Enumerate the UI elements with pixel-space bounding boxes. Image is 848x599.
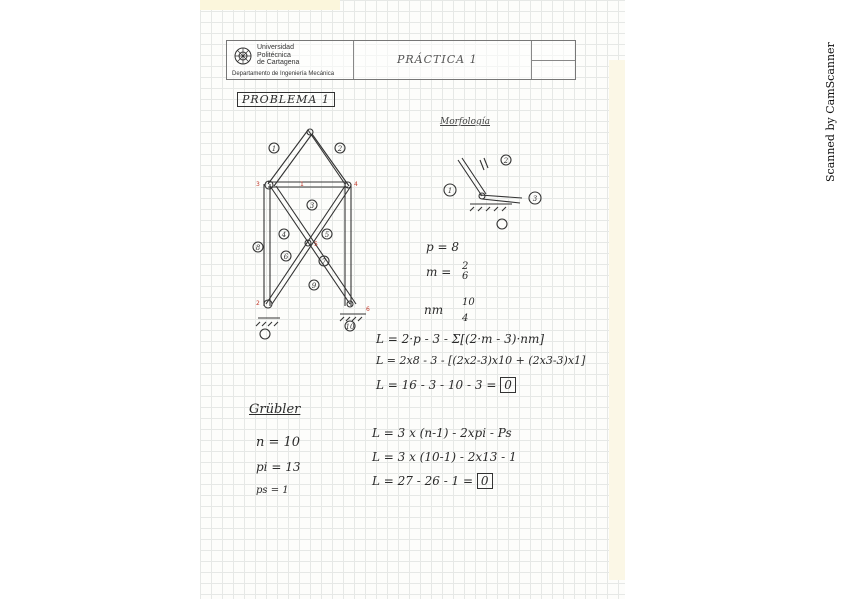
scanned-sheet xyxy=(200,0,625,599)
joint-label: 3 xyxy=(256,181,260,188)
count-m: m = xyxy=(426,265,452,279)
link-label: 3 xyxy=(309,202,315,210)
joint-label: 4 xyxy=(354,181,358,188)
mobility-result: 0 xyxy=(500,377,516,393)
grubler-pi: pi = 13 xyxy=(256,460,301,474)
count-nm-value: 4 xyxy=(462,313,469,324)
problem-title: PROBLEMA 1 xyxy=(237,92,335,107)
link-label: 5 xyxy=(324,231,330,239)
count-nm: nm xyxy=(424,303,444,317)
count-m-value: 6 xyxy=(462,271,469,282)
mechanism-sketch xyxy=(200,0,625,599)
joint-label: 1 xyxy=(300,181,304,188)
count-nm-value: 10 xyxy=(462,297,475,308)
count-nm-values xyxy=(462,298,475,324)
morph-label: 2 xyxy=(503,157,509,165)
camscanner-watermark: Scanned by CamScanner xyxy=(824,42,837,182)
link-label: 2 xyxy=(337,145,343,153)
morph-label: 1 xyxy=(447,187,453,195)
joint-label: 5 xyxy=(314,241,318,248)
grubler-result-expr: L = 27 - 26 - 1 = xyxy=(372,474,474,488)
link-label: 8 xyxy=(255,244,261,252)
joint-label: 2 xyxy=(256,300,260,307)
mobility-result-line xyxy=(376,378,516,392)
university-line: de Cartagena xyxy=(257,59,300,66)
link-label: 6 xyxy=(283,253,289,261)
morph-label: 3 xyxy=(532,195,538,203)
count-m-value: 2 xyxy=(462,261,469,272)
link-label: 10 xyxy=(345,323,355,331)
department-name: Departamento de Ingeniería Mecánica xyxy=(232,71,335,77)
mobility-substitution: L = 2x8 - 3 - [(2x2-3)x10 + (2x3-3)x1] xyxy=(376,354,586,367)
practice-label: PRÁCTICA 1 xyxy=(397,53,478,66)
grubler-result-line xyxy=(372,474,493,488)
count-m-values xyxy=(462,262,468,282)
grubler-result: 0 xyxy=(477,473,493,489)
grubler-substitution: L = 3 x (10-1) - 2x13 - 1 xyxy=(372,450,517,464)
link-label: 1 xyxy=(271,145,277,153)
link-label: 9 xyxy=(311,282,317,290)
mobility-formula: L = 2·p - 3 - Σ[(2·m - 3)·nm] xyxy=(376,332,545,346)
link-label: 4 xyxy=(281,231,287,239)
university-line: Politécnica xyxy=(257,51,291,59)
joint-label: 6 xyxy=(366,306,370,313)
grubler-n: n = 10 xyxy=(256,435,301,450)
grubler-ps: ps = 1 xyxy=(256,485,289,496)
link-label: 7 xyxy=(321,258,327,266)
mobility-result-expr: L = 16 - 3 - 10 - 3 = xyxy=(376,378,497,392)
morphology-title: Morfología xyxy=(440,117,490,127)
count-p: p = 8 xyxy=(426,240,459,254)
grubler-title: Grübler xyxy=(249,402,301,417)
grubler-formula: L = 3 x (n-1) - 2xpi - Ps xyxy=(372,426,512,440)
university-line: Universidad xyxy=(257,44,294,51)
